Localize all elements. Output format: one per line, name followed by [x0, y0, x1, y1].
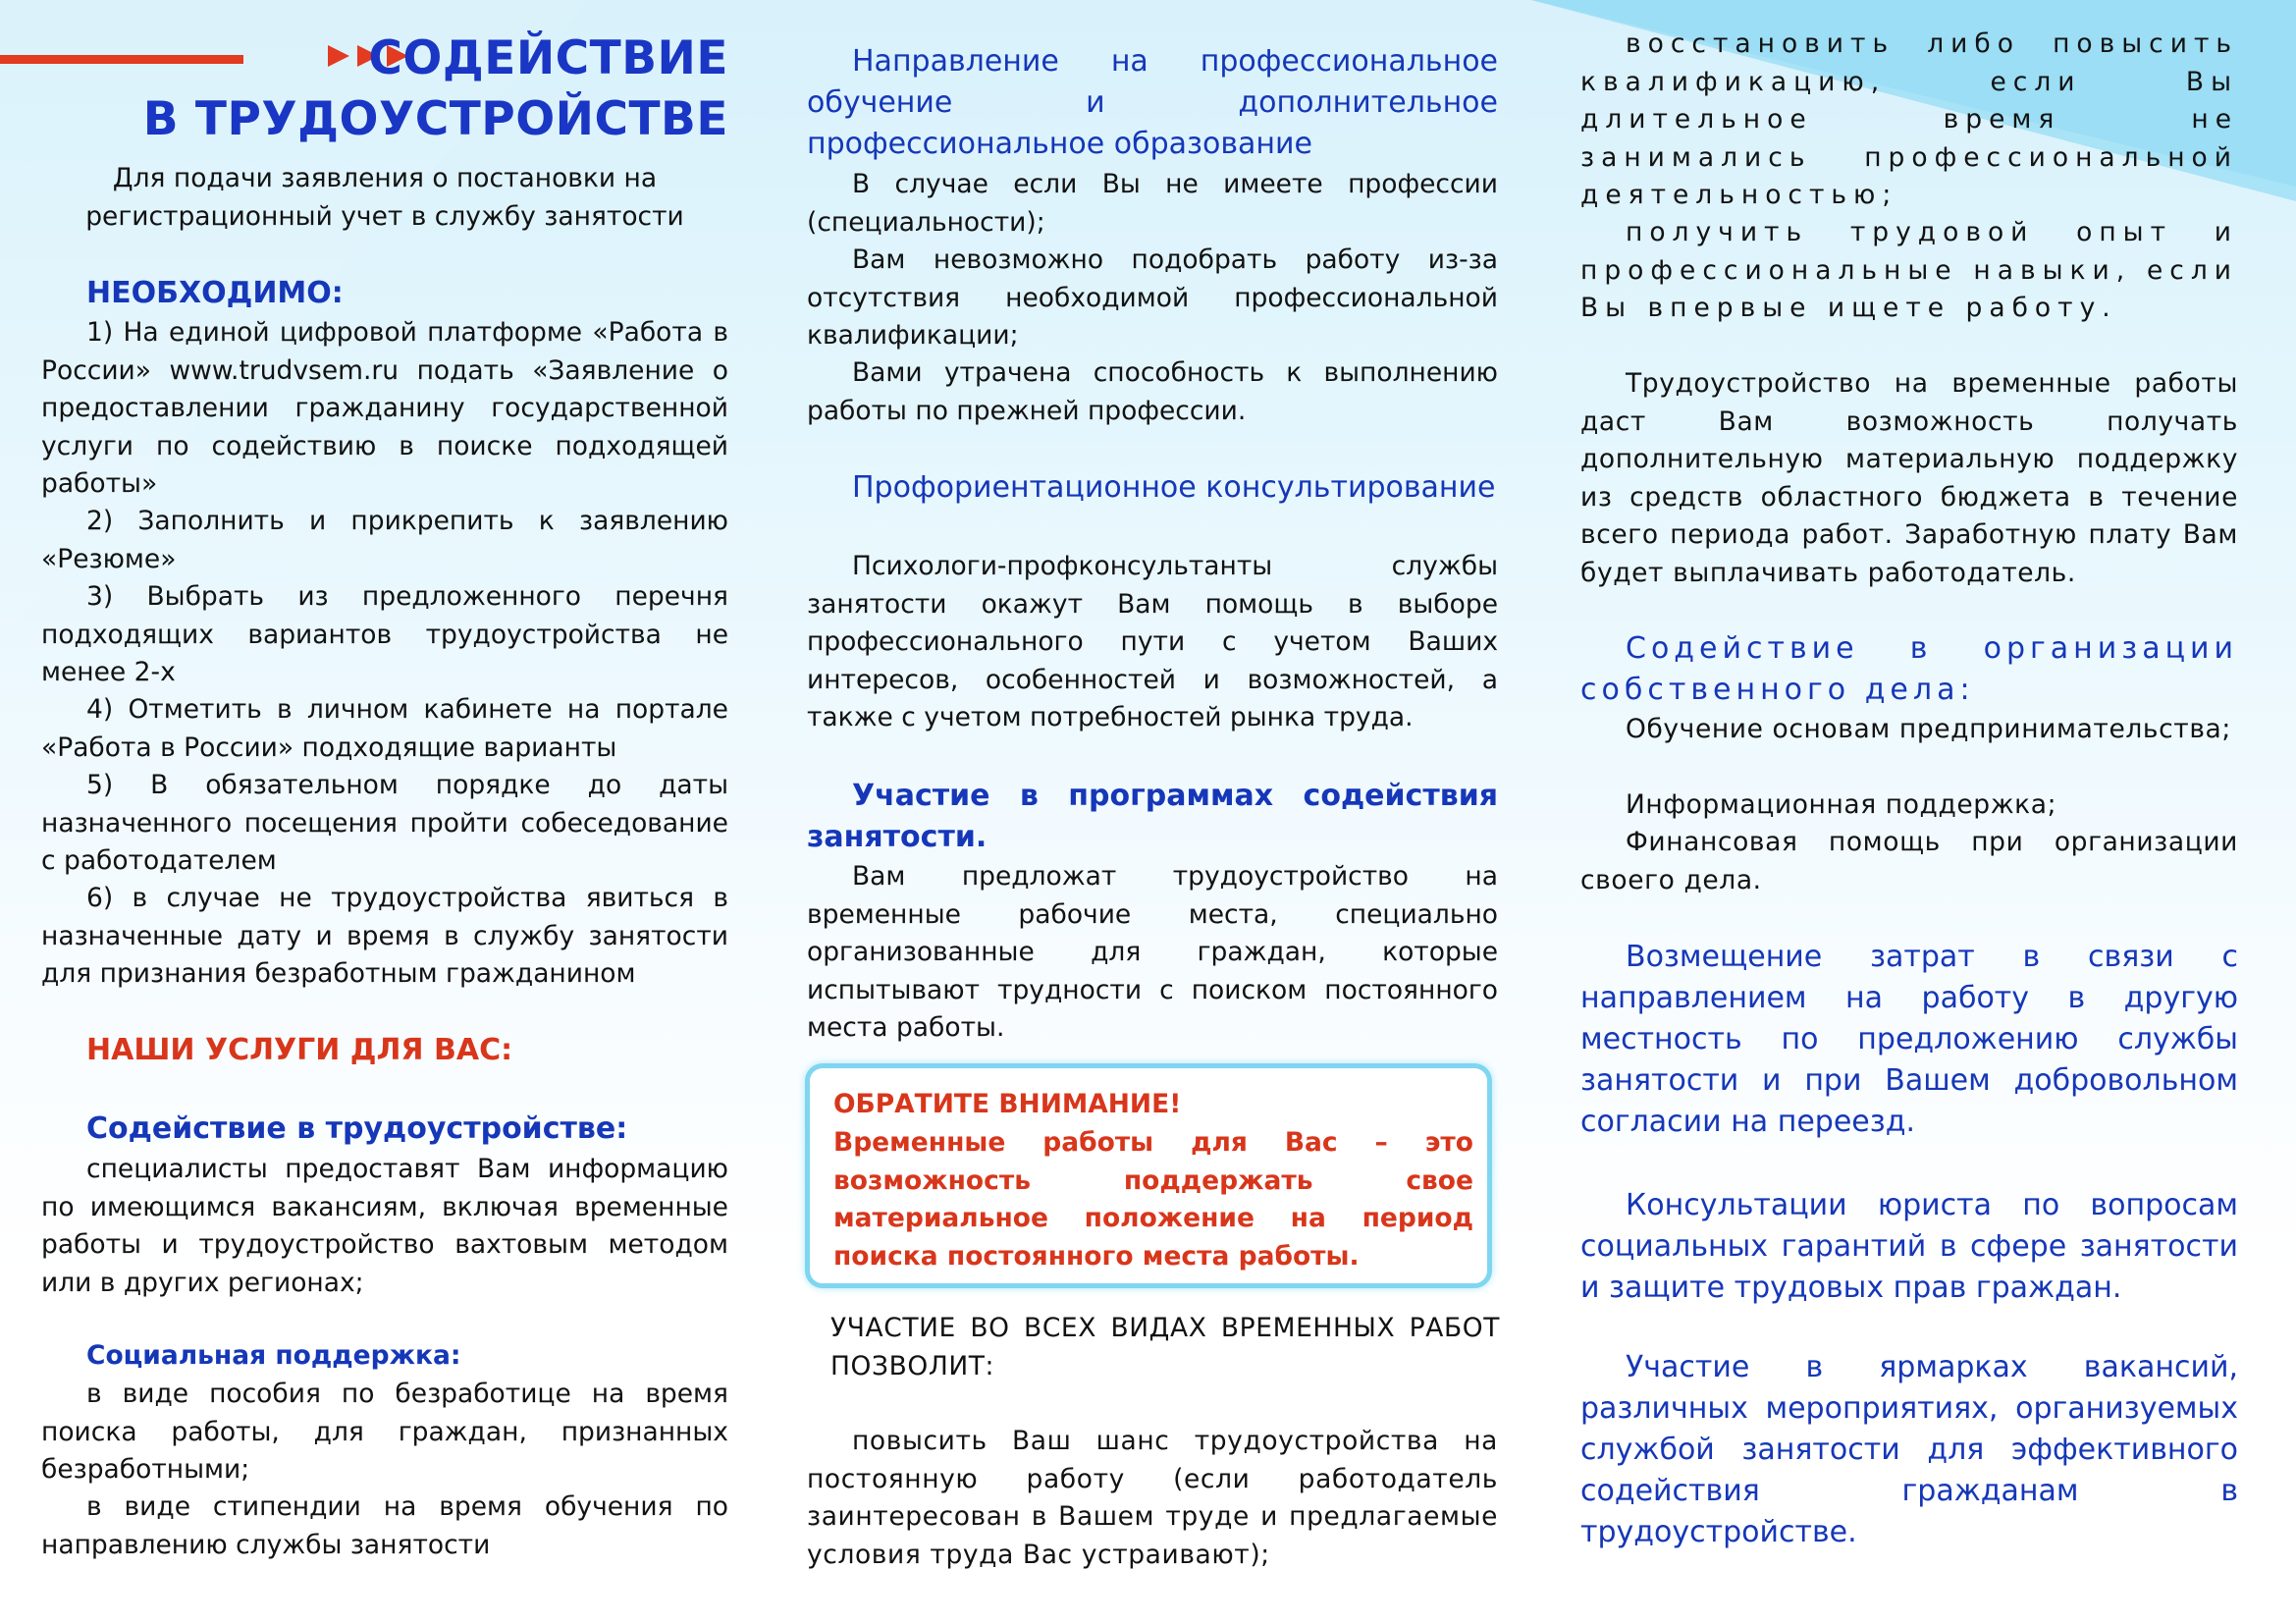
step-2: 2) Заполнить и прикрепить к заявлению «Резюме»	[41, 506, 728, 574]
step-6: 6) в случае не трудоустройства явиться в назначенные дату и время в службу занятости для признания безработным гражданином	[41, 883, 728, 989]
training-item-1: В случае если Вы не имеете профессии (специальности);	[807, 169, 1498, 238]
step-5: 5) В обязательном порядке до даты назначенного посещения пройти собеседование с работодателем	[41, 770, 728, 876]
employment-text: специалисты предоставят Вам информацию по имеющимся вакансиям, включая временные работы и трудоустройство вахтовым методом или в других регионах;	[41, 1154, 728, 1298]
notice-text: Временные работы для Вас – это возможность поддержать свое материальное положение на период поиска постоянного места работы.	[833, 1127, 1473, 1272]
programs-text: Вам предложат трудоустройство на временные рабочие места, специально организованные для граждан, которые испытывают трудности с поиском постоянного места работы.	[807, 861, 1498, 1043]
training-item-2: Вам невозможно подобрать работу из-за отсутствия необходимой профессиональной квалификации;	[807, 244, 1498, 351]
business-heading: Содействие в организации собственного дела:	[1580, 631, 2238, 707]
step-4: 4) Отметить в личном кабинете на портале «Работа в России» подходящие варианты	[41, 694, 728, 763]
notice-title: ОБРАТИТЕ ВНИМАНИЕ!	[833, 1089, 1182, 1119]
training-item-3: Вами утрачена способность к выполнению работы по прежней профессии.	[807, 357, 1498, 426]
career-heading: Профориентационное консультирование	[852, 470, 1496, 505]
temporary-text: Трудоустройство на временные работы даст Вам возможность получать дополнительную материальную поддержку из средств областного бюджета в течение всего периода работ. Заработную плату Вам будет выплачивать работодатель.	[1580, 368, 2238, 588]
services-heading: НАШИ УСЛУГИ ДЛЯ ВАС:	[86, 1033, 513, 1067]
restore-text: восстановить либо повысить квалификацию, если Вы длительное время не занимались профессиональной деятельностью;	[1580, 28, 2238, 210]
relocation-text: Возмещение затрат в связи с направлением на работу в другую местность по предложению службы занятости и при Вашем добровольном согласии на переезд.	[1580, 940, 2238, 1139]
step-1: 1) На единой цифровой платформе «Работа в России» www.trudvsem.ru подать «Заявление о предоставлении гражданину государственной услуги по содействию в поиске подходящей работы»	[41, 317, 728, 499]
participation-item: повысить Ваш шанс трудоустройства на постоянную работу (если работодатель заинтересован в Вашем труде и предлагаемые условия труда Вас устраивают);	[807, 1426, 1498, 1570]
subtitle: Для подачи заявления о постановки на регистрационный учет в службу занятости	[85, 163, 684, 232]
employment-heading: Содействие в трудоустройстве:	[86, 1111, 628, 1146]
social-item-2: в виде стипендии на время обучения по направлению службы занятости	[41, 1491, 728, 1560]
experience-text: получить трудовой опыт и профессиональные навыки, если Вы впервые ищете работу.	[1580, 217, 2238, 323]
business-item-2: Информационная поддержка;	[1626, 789, 2057, 820]
fairs-text: Участие в ярмарках вакансий, различных мероприятиях, организуемых службой занятости для эффективного содействия гражданам в трудоустройстве.	[1580, 1350, 2238, 1549]
required-heading: НЕОБХОДИМО:	[86, 276, 344, 310]
social-item-1: в виде пособия по безработице на время поиска работы, для граждан, признанных безработными;	[41, 1379, 728, 1485]
programs-heading: Участие в программах содействия занятости.	[807, 779, 1498, 854]
notice-box	[805, 1063, 1492, 1288]
training-heading: Направление на профессиональное обучение и дополнительное профессиональное образование	[807, 44, 1498, 161]
participation-heading: УЧАСТИЕ ВО ВСЕХ ВИДАХ ВРЕМЕННЫХ РАБОТ ПОЗВОЛИТ:	[830, 1313, 1500, 1381]
business-item-1: Обучение основам предпринимательства;	[1626, 714, 2231, 744]
lawyer-text: Консультации юриста по вопросам социальных гарантий в сфере занятости и защите трудовых прав граждан.	[1580, 1188, 2238, 1305]
career-text: Психологи-профконсультанты службы занятости окажут Вам помощь в выборе профессионального пути с учетом Ваших интересов, особенностей и возможностей, а также с учетом потребностей рынка труда.	[807, 551, 1498, 732]
page-title-line2: В ТРУДОУСТРОЙСТВЕ	[142, 92, 728, 146]
business-item-3: Финансовая помощь при организации своего дела.	[1580, 827, 2238, 895]
social-heading: Социальная поддержка:	[86, 1340, 461, 1371]
step-3: 3) Выбрать из предложенного перечня подходящих вариантов трудоустройства не менее 2-х	[41, 581, 728, 687]
page-title-line1: СОДЕЙСТВИЕ	[368, 31, 728, 85]
